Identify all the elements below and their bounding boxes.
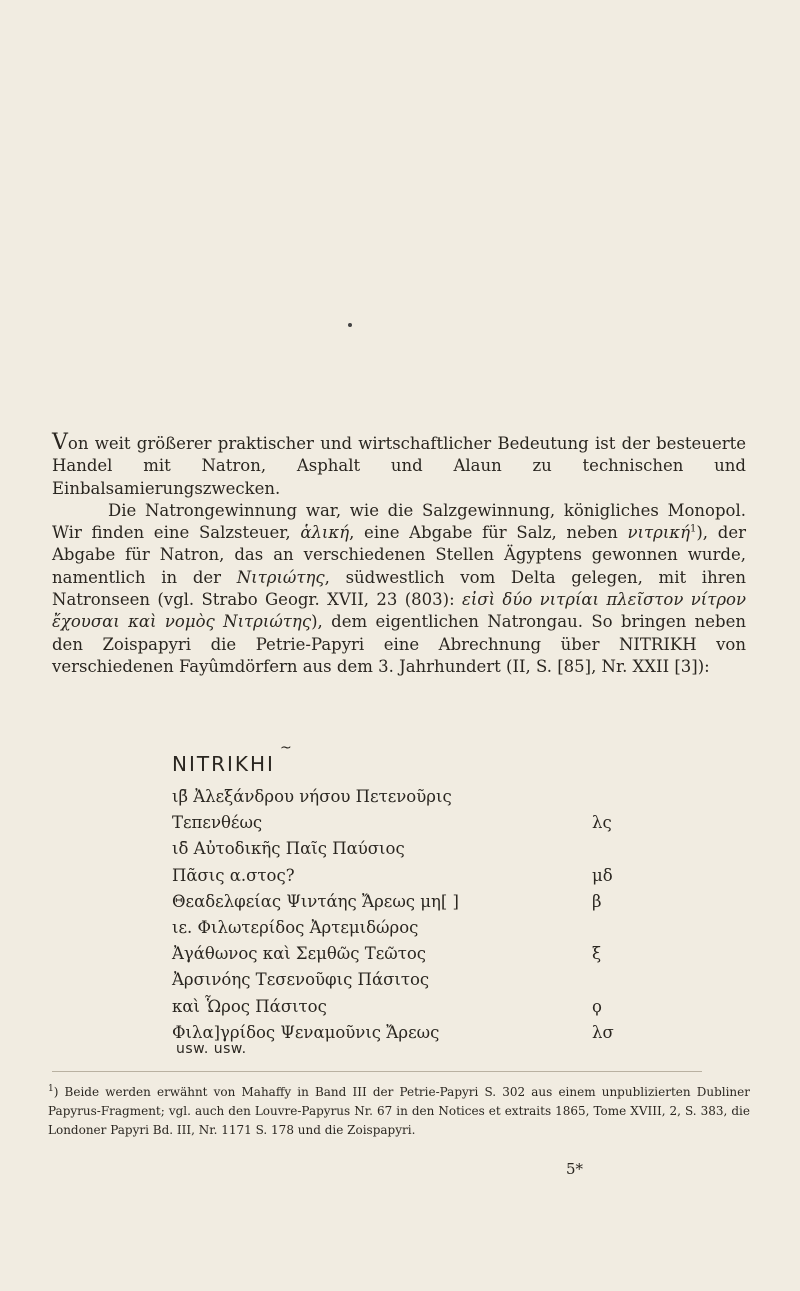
paragraph-1-text: on weit größerer praktischer und wirtschaftlicher Bedeutung ist der besteuerte Handel mit Natron, Asphalt und Alaun zu technischen und Einbalsamierungszwecken.: [52, 434, 746, 498]
usw-text: usw. usw.: [176, 1041, 247, 1057]
speck-dot: [348, 323, 352, 327]
greek-halike: ἁλική: [300, 523, 350, 543]
papyrus-row: [172, 836, 632, 862]
papyrus-row-amount: μδ: [592, 865, 613, 885]
papyrus-row-text: καὶ Ὧρος Πάσιτος: [172, 996, 327, 1016]
papyrus-row: [172, 810, 632, 836]
footnote: [48, 1083, 750, 1140]
papyrus-row: [172, 889, 632, 915]
footnote-rule: [52, 1071, 702, 1072]
papyrus-row-amount: [592, 967, 632, 993]
papyrus-row: [172, 941, 632, 967]
papyrus-row: [172, 967, 632, 993]
papyrus-row-text: Φιλα]γρίδος Ψεναμοῦνις Ἄρεως: [172, 1022, 440, 1042]
papyrus-row-text: Θεαδελφείας Ψιντάης Ἄρεως μη[ ]: [172, 891, 459, 911]
papyrus-row: [172, 863, 632, 889]
page-number: 5*: [566, 1160, 584, 1178]
papyrus-row-amount: ϙ: [592, 996, 602, 1016]
papyrus-row-amount: [592, 915, 632, 941]
main-text: [52, 432, 746, 678]
papyrus-row-text: Πᾶσις α.στος?: [172, 865, 295, 885]
papyrus-row-text: Ἀγάθωνος καὶ Σεμθῶς Τεῶτος: [172, 944, 427, 964]
papyrus-row-amount: λσ: [592, 1022, 614, 1042]
papyrus-rows: [172, 784, 632, 1046]
papyrus-row: [172, 784, 632, 810]
greek-nitrike: νιτρική: [627, 523, 690, 543]
papyrus-row-amount: [592, 784, 632, 810]
papyrus-row-amount: [592, 836, 632, 862]
papyrus-row-text: ιε. Φιλωτερίδος Ἀρτεμιδώρος: [172, 917, 419, 937]
papyrus-account: [172, 740, 632, 1046]
paragraph-2: [52, 500, 746, 678]
papyrus-row-amount: β: [592, 891, 602, 911]
papyrus-heading: [172, 740, 632, 776]
footnote-text: ) Beide werden erwähnt von Mahaffy in Band III der Petrie-Papyri S. 302 aus einem unpublizierten Dubliner Papyrus-Fragment; vgl. auch den Louvre-Papyrus Nr. 67 in den Notices et extraits 1865, Tome XVIII, 2, S. 383, die Londoner Papyri Bd. III, Nr. 1171 S. 178 und die Zoispapyri.: [48, 1085, 750, 1137]
p2-text-4: , südwestlich vom Delta gelegen, mit ihren Natronseen (vgl. Strabo Geogr. XVII, 23 (803):: [52, 567, 746, 610]
papyrus-row-amount: ξ: [592, 944, 602, 964]
p2-text-2: , eine Abgabe für Salz, neben: [349, 523, 628, 543]
papyrus-row-text: Ἀρσινόης Τεσενοῦφις Πάσιτος: [172, 970, 430, 990]
papyrus-row-text: ιδ̄ Αὐτοδικῆς Παῖς Παύσιος: [172, 839, 405, 859]
footnote-ref: 1: [690, 523, 697, 535]
footnote-mark: 1: [48, 1084, 54, 1094]
papyrus-row-amount: λς: [592, 813, 612, 833]
initial-letter: V: [52, 430, 68, 455]
papyrus-row: [172, 994, 632, 1020]
paragraph-1: [52, 432, 746, 500]
papyrus-row-text: Τεπενθέως: [172, 813, 263, 833]
greek-nitriotes: Νιτριώτης: [236, 567, 325, 587]
heading-text: NITRIKHI: [172, 752, 275, 776]
greek-strabo-quote: εἰσὶ δύο νιτρίαι πλεῖστον νίτρον ἔχουσαι καὶ νομὸς Νιτριώτης: [52, 590, 746, 632]
p2-text-1: Die Natrongewinnung war, wie die Salzgewinnung, königliches Monopol. Wir finden eine Salzsteuer,: [52, 500, 746, 543]
papyrus-row-text: ιβ̄ Ἀλεξάνδρου νήσου Πετενοῦρις: [172, 787, 452, 806]
heading-tilde: ~: [280, 740, 294, 756]
papyrus-row: [172, 915, 632, 941]
p2-text-5: ), dem eigentlichen Natrongau. So bringen neben den Zoispapyri die Petrie-Papyri eine Abrechnung über NITRIKH von verschiedenen Fayûmdörfern aus dem 3. Jahrhundert (II, S. [85], Nr. XXII [3]):: [52, 612, 746, 676]
p2-text-3: ), der Abgabe für Natron, das an verschiedenen Stellen Ägyptens gewonnen wurde, namentlich in der: [52, 523, 746, 587]
